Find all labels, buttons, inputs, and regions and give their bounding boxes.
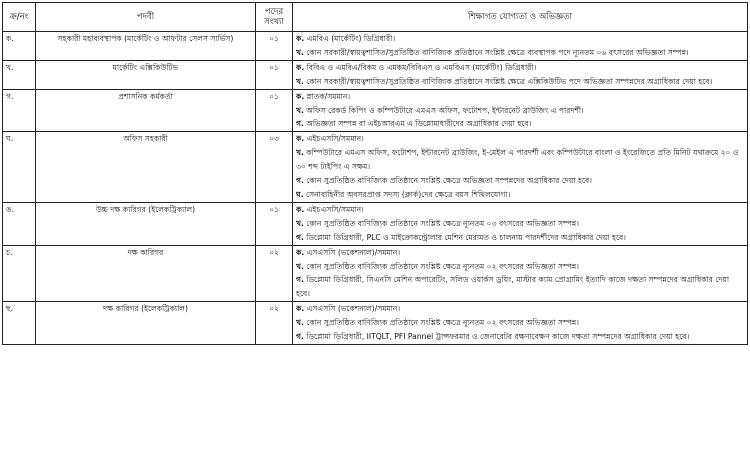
requirement-label: ক. [296, 91, 305, 101]
requirement-text: বিবিএ ও এমবিএ/বিকম ও এমকম/বিবিএস ও এমবিএস (মার্কেটিং) ডিগ্রিধারী। [306, 62, 537, 72]
requirement-label: ক. [296, 247, 305, 257]
row-serial: ক. [3, 32, 36, 61]
requirement-label: গ. [296, 176, 304, 186]
requirement-label: গ. [296, 232, 304, 242]
row-requirements [293, 60, 748, 89]
header-post-count: পদের সংখ্যা [256, 3, 293, 32]
row-serial: গ. [3, 89, 36, 132]
requirement-text: কোন সুপ্রতিষ্ঠিত বাণিজ্যিক প্রতিষ্ঠানে সংশ্লিষ্ট ক্ষেত্রে অভিজ্ঞতা সম্পন্নদের অগ্রাধিকার দেয়া হবে। [306, 176, 592, 186]
requirement-label: খ. [296, 261, 304, 271]
job-requirements-table [2, 2, 748, 345]
row-requirements [293, 89, 748, 132]
requirement-text: অভিজ্ঞতা সম্পন্ন বা এইচআরএম এ ডিপ্লোমাধারীদের অগ্রাধিকার দেয়া হবে। [306, 119, 532, 129]
requirement-text: এইচএসসি/সমমান। [306, 204, 364, 214]
row-post-title: অফিস সহকারী [36, 132, 256, 203]
requirement-item [296, 75, 744, 89]
row-requirements [293, 245, 748, 302]
requirement-text: ডিপ্লোমা ডিগ্রিধারী, সিএনসি মেশিন অপারেটিং, সলিড ওয়ার্কস ড্রয়িং, মাস্টার ক্যাম প্রোগ্রামিং ইত্যাদি কাজে দক্ষতা সম্পন্নদের অগ্রাধিকার দেয়া হবে। [296, 275, 730, 299]
table-row [3, 32, 748, 61]
requirement-label: খ. [296, 47, 304, 57]
row-post-count: ০৩ [256, 132, 293, 203]
requirement-item [296, 104, 744, 118]
requirement-item [296, 330, 744, 344]
table-body [3, 32, 748, 345]
requirement-item [296, 302, 744, 316]
requirement-text: সেনাবাহিনীর অবসরপ্রাপ্ত সদস্য (ক্লার্ক)দের ক্ষেত্রে বয়স শিথিলযোগ্য। [306, 189, 511, 199]
row-post-count: ০১ [256, 202, 293, 245]
requirement-label: খ. [296, 318, 304, 328]
requirement-item [296, 117, 744, 131]
requirement-text: কোন সরকারী/স্বায়ত্বশাসিত/সুপ্রতিষ্ঠিত বাণিজ্যিক প্রতিষ্ঠানে সংশ্লিষ্ট ক্ষেত্রে এক্সিকিউটিভ পদে অভিজ্ঞতা সম্পন্নদের অগ্রাধিকার দেয়া হবে। [306, 76, 713, 86]
requirement-text: কোন সুপ্রতিষ্ঠিত বাণিজ্যিক প্রতিষ্ঠানে সংশ্লিষ্ট ক্ষেত্রে ন্যূনতম ০২ বৎসরের অভিজ্ঞতা সম্পন্ন। [306, 318, 579, 328]
requirement-label: গ. [296, 275, 304, 285]
table-row [3, 60, 748, 89]
requirement-text: কম্পিউটারে এমএস অফিস, ফটোশপ, ইন্টারনেট ব্রাউজিং, ই-মেইল এ পারদর্শী এবং কম্পিউটারে বাংলা ও ইংরেজিতে প্রতি মিনিট যথাক্রমে ২০ ও ৩০ শব্দ টাইপিং এ সক্ষম। [296, 148, 739, 172]
requirement-item [296, 246, 744, 260]
requirement-text: এসএসসি (ভকেশনাল)/সমমান। [306, 304, 401, 314]
requirement-item [296, 188, 744, 202]
requirement-item [296, 32, 744, 46]
row-serial: খ. [3, 60, 36, 89]
header-post: পদবী [36, 3, 256, 32]
table-row [3, 245, 748, 302]
row-requirements [293, 32, 748, 61]
row-post-count: ০২ [256, 302, 293, 345]
requirement-item [296, 46, 744, 60]
requirement-item [296, 90, 744, 104]
requirement-label: ঘ. [296, 189, 304, 199]
requirement-item [296, 273, 744, 301]
row-post-count: ০১ [256, 60, 293, 89]
row-post-count: ০১ [256, 32, 293, 61]
requirement-text: এইচএসসি/সমমান। [306, 134, 364, 144]
requirement-label: ক. [296, 134, 305, 144]
requirement-text: এমবিএ (মার্কেটিং) ডিগ্রিধারী। [306, 34, 396, 43]
row-serial: চ. [3, 245, 36, 302]
requirement-item [296, 61, 744, 75]
requirement-text: কোন সরকারী/স্বায়ত্বশাসিত/সুপ্রতিষ্ঠিত বাণিজ্যিক প্রতিষ্ঠানে সংশ্লিষ্ট ক্ষেত্রে ব্যবস্থাপক পদে ন্যূনতম ০৬ বৎসরের অভিজ্ঞতা সম্পন্ন। [306, 47, 689, 57]
table-row [3, 132, 748, 203]
row-requirements [293, 302, 748, 345]
requirement-text: কোন সুপ্রতিষ্ঠিত বাণিজ্যিক প্রতিষ্ঠানে সংশ্লিষ্ট ক্ষেত্রে ন্যূনতম ০৩ বৎসরের অভিজ্ঞতা সম্পন্ন। [306, 218, 579, 228]
requirement-label: গ. [296, 332, 304, 342]
requirement-label: ক. [296, 62, 305, 72]
row-serial: ছ. [3, 302, 36, 345]
table-header-row [3, 3, 748, 32]
row-post-title: মার্কেটিং এক্সিকিউটিভ [36, 60, 256, 89]
requirement-label: খ. [296, 105, 304, 115]
requirement-text: এসএসসি (ভকেশনাল)/সমমান। [306, 247, 401, 257]
requirement-label: খ. [296, 218, 304, 228]
requirement-text: ডিপ্লোমা ডিগ্রিধারী, PLC ও মাইক্রোকন্ট্রোলার মেশিন মেরামত ও চালনায় পারদর্শীদের অগ্রাধিকার দেয়া হবে। [306, 232, 626, 242]
requirement-item [296, 260, 744, 274]
row-post-title: দক্ষ কারিগর [36, 245, 256, 302]
header-requirements: শিক্ষাগত যোগ্যতা ও অভিজ্ঞতা [293, 3, 748, 32]
requirement-item [296, 316, 744, 330]
requirement-text: ডিপ্লোমা ডিগ্রিধারী, IITQLT, PFI Pannel ট্রান্সফরমার ও জেনারেটর রক্ষণাবেক্ষণ কাজে দক্ষতা সম্পন্নদের অগ্রাধিকার দেয়া হবে। [306, 332, 690, 342]
requirement-item [296, 132, 744, 146]
requirement-item [296, 217, 744, 231]
table-row [3, 202, 748, 245]
requirement-item [296, 146, 744, 174]
row-requirements [293, 202, 748, 245]
requirement-label: ক. [296, 204, 305, 214]
row-post-title: সহকারী মহাব্যবস্থাপক (মার্কেটিং ও আফটার সেলস সার্ভিস) [36, 32, 256, 61]
row-post-count: ০১ [256, 89, 293, 132]
requirement-label: খ. [296, 148, 304, 158]
row-post-title: দক্ষ কারিগর (ইলেকট্রিক্যাল) [36, 302, 256, 345]
requirement-label: খ. [296, 76, 304, 86]
row-serial: ঘ. [3, 132, 36, 203]
requirement-label: ক. [296, 304, 305, 314]
requirement-text: অফিস রেকর্ড কিপিং ও কম্পিউটারে এমএস অফিস, ফটোশপ, ইন্টারনেট ব্রাউজিং এ পারদর্শী। [306, 105, 584, 115]
requirement-label: গ. [296, 119, 304, 129]
requirement-label: ক. [296, 34, 305, 43]
row-post-title: উচ্চ দক্ষ কারিগর (ইলেকট্রিক্যাল) [36, 202, 256, 245]
requirement-text: স্নাতক/সমমান। [306, 91, 351, 101]
row-post-count: ০২ [256, 245, 293, 302]
requirement-item [296, 231, 744, 245]
requirement-item [296, 203, 744, 217]
row-serial: ঙ. [3, 202, 36, 245]
row-post-title: প্রশাসনিক কর্মকর্তা [36, 89, 256, 132]
table-row [3, 89, 748, 132]
table-row [3, 302, 748, 345]
header-serial: ক্র/নং [3, 3, 36, 32]
requirement-item [296, 174, 744, 188]
requirement-text: কোন সুপ্রতিষ্ঠিত বাণিজ্যিক প্রতিষ্ঠানে সংশ্লিষ্ট ক্ষেত্রে ন্যূনতম ০২ বৎসরের অভিজ্ঞতা সম্পন্ন। [306, 261, 579, 271]
row-requirements [293, 132, 748, 203]
